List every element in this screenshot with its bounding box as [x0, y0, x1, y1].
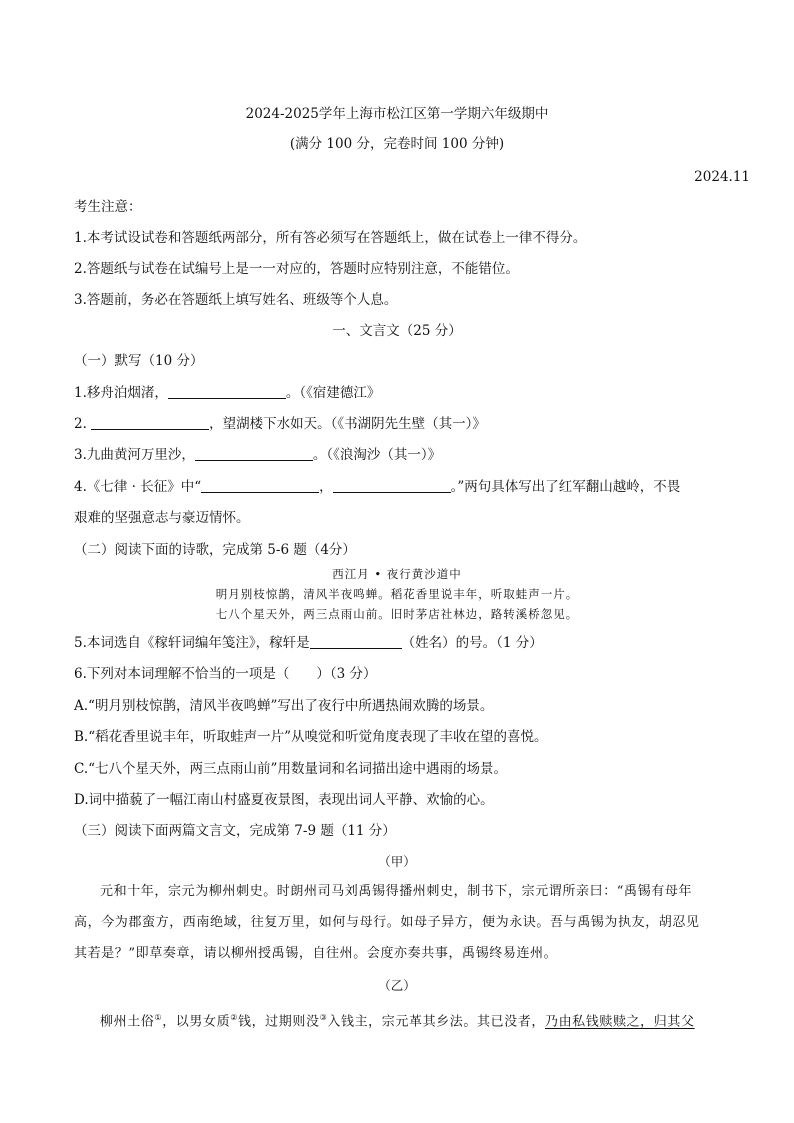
part3-heading: （三）阅读下面两篇文言文，完成第 7-9 题（11 分）: [74, 823, 396, 839]
answer-blank[interactable]: [195, 446, 313, 461]
passage-a-line-1: 元和十年，宗元为柳州刺史。时朗州司马刘禹锡得播州刺史，制书下，宗元谓所亲曰：“禹锡有母年: [100, 884, 693, 899]
question-6: 6.下列对本词理解不恰当的一项是（ ）（3 分）: [74, 666, 377, 682]
answer-blank[interactable]: [333, 478, 451, 493]
exam-title: 2024-2025学年上海市松江区第一学期六年级期中: [245, 106, 549, 122]
option-a: A.“明月别枝惊鹊，清风半夜鸣蝉”写出了夜行中所遇热闹欢腾的场景。: [74, 698, 494, 714]
passage-b-line-1: 柳州土俗①，以男女质②钱，过期则没③入钱主，宗元革其乡法。其已没者，乃由私钱赎赎之，归其父: [100, 1013, 695, 1030]
exam-subtitle: (满分 100 分，完卷时间 100 分钟): [289, 136, 505, 152]
option-b: B.“稻花香里说丰年，听取蛙声一片”从嗅觉和听觉角度表现了丰收在望的喜悦。: [74, 729, 548, 745]
question-4-continued: 艰难的坚强意志与豪迈情怀。: [74, 510, 250, 526]
passage-a-label: （甲）: [378, 854, 416, 869]
question-1: 1.移舟泊烟渚， 。（《宿建德江》: [74, 385, 381, 401]
answer-blank[interactable]: [310, 634, 402, 649]
part1-heading: （一）默写（10 分）: [74, 353, 204, 369]
question-2: 2. ，望湖楼下水如天。（《书湖阴先生壁（其一）》: [74, 416, 486, 432]
part2-heading: （二）阅读下面的诗歌，完成第 5-6 题（4分）: [74, 542, 356, 558]
underlined-sentence: 乃由私钱赎赎之，归其父: [544, 1014, 695, 1030]
poem-title: 西江月 • 夜行黄沙道中: [332, 567, 462, 581]
question-4: 4.《七律 · 长征》中“ ， 。”两句具体写出了红军翻山越岭，不畏: [74, 479, 681, 495]
poem-line-2: 七八个星天外，两三点雨山前。旧时茅店社林边，路转溪桥忽见。: [215, 607, 579, 621]
notice-item-2: 2.答题纸与试卷在试编号上是一一对应的，答题时应特别注意，不能错位。: [74, 261, 519, 277]
poem-line-1: 明月别枝惊鹊，清风半夜鸣蝉。稻花香里说丰年，听取蛙声一片。: [215, 587, 579, 601]
option-d: D.词中描藐了一幅江南山村盛夏夜景图，表现出词人平静、欢愉的心。: [74, 792, 494, 808]
passage-a-line-2: 高，今为郡蛮方，西南绝域，往复万里，如何与母行。如母子异方，便为永诀。吾与禹锡为执友，胡忍见: [74, 915, 700, 930]
passage-a-line-3: 其若是？”即草奏章，请以柳州授禹锡，自往州。会度亦奏共事，禹锡终易连州。: [74, 946, 558, 961]
section-heading: 一、文言文（25 分）: [332, 323, 462, 339]
answer-blank[interactable]: [201, 478, 319, 493]
notice-heading: 考生注意：: [74, 199, 142, 215]
answer-blank[interactable]: [91, 415, 209, 430]
exam-date: 2024.11: [694, 169, 750, 185]
notice-item-1: 1.本考试设试卷和答题纸两部分，所有答必须写在答题纸上，做在试卷上一律不得分。: [74, 230, 587, 246]
notice-item-3: 3.答题前，务必在答题纸上填写姓名、班级等个人息。: [74, 292, 398, 308]
option-c: C.“七八个星天外，两三点雨山前”用数量词和名词描出途中遇雨的场景。: [74, 761, 507, 777]
answer-blank[interactable]: [168, 384, 286, 399]
passage-b-label: （乙）: [378, 978, 416, 993]
question-3: 3.九曲黄河万里沙， 。（《浪淘沙（其一）》: [74, 447, 442, 463]
question-5: 5.本词选自《稼轩词编年笺注》，稼轩是 （姓名）的号。（1 分）: [74, 635, 543, 651]
